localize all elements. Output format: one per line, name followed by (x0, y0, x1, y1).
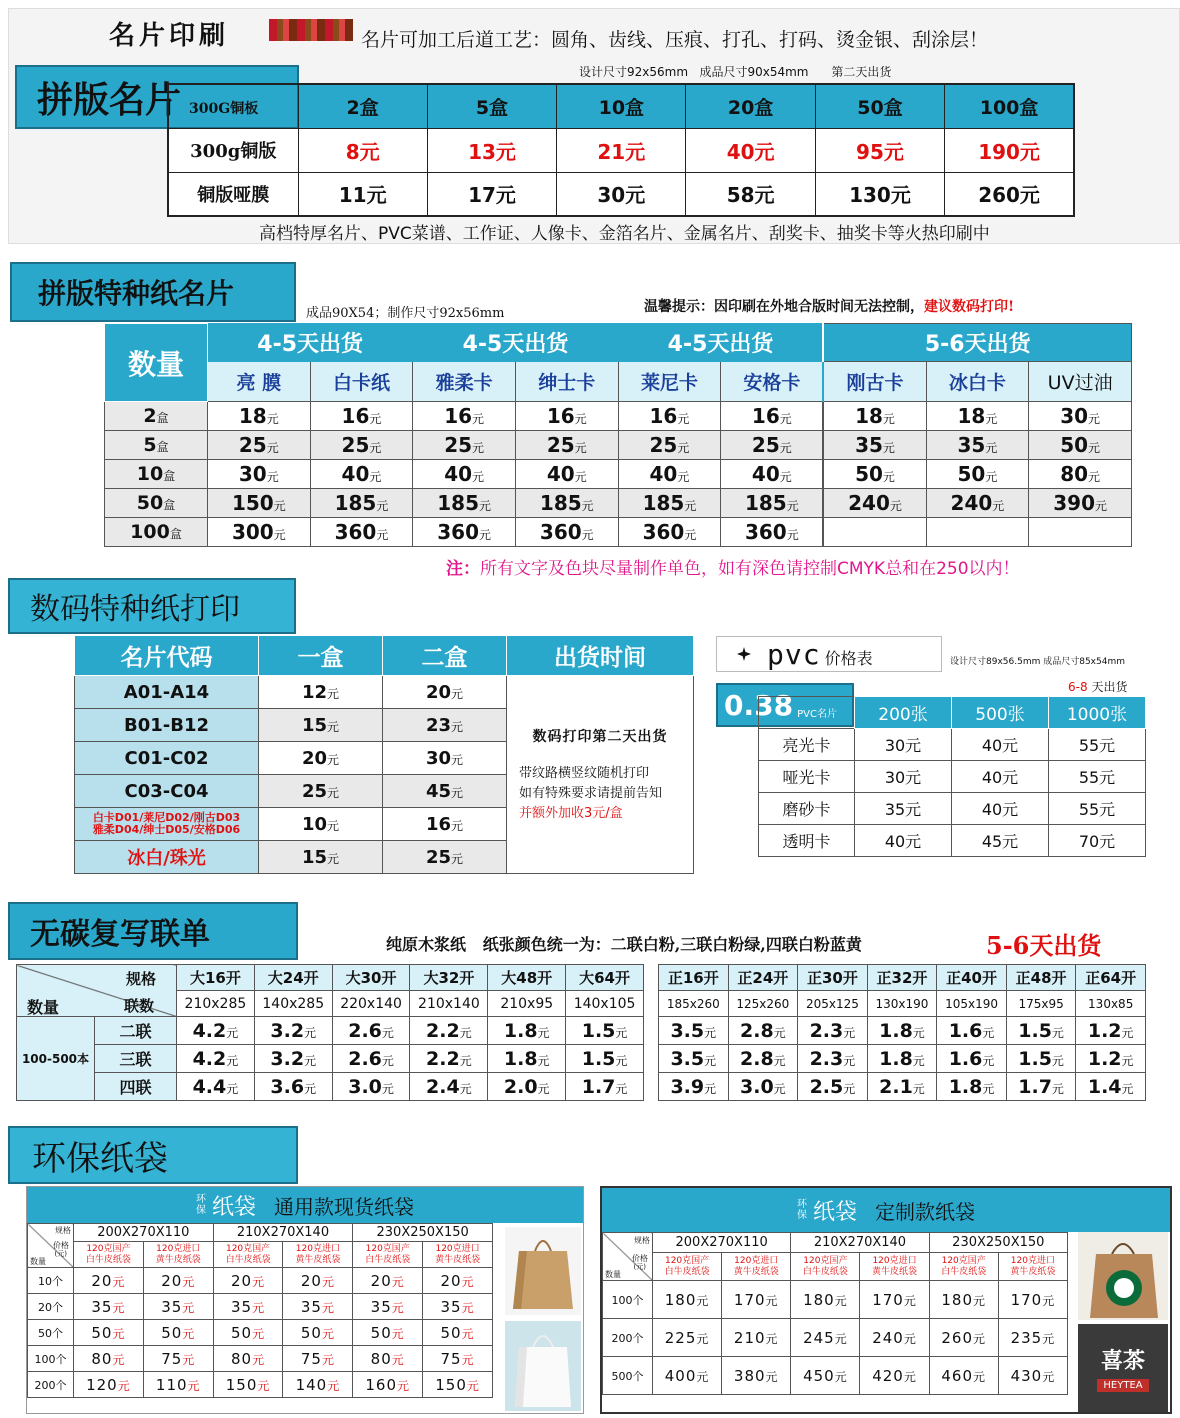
table-row (603, 1357, 1068, 1395)
paper-header: 亮 膜 (208, 362, 311, 402)
price-cell: 235元 (998, 1319, 1067, 1357)
col-header: 10盒 (557, 84, 686, 128)
eco-badge: 环 保 (796, 1199, 807, 1221)
table-row: 铜版哑膜 11元 17元 30元 58元 130元 260元 (168, 172, 1074, 216)
col-header: 20盒 (686, 84, 815, 128)
table-row (28, 1320, 493, 1346)
section-title: 拼版名片 (37, 79, 182, 121)
price-cell: 75元 (143, 1346, 213, 1372)
bag-type: 120克进口 黄牛皮纸袋 (860, 1253, 929, 1281)
table-row (75, 676, 694, 709)
code-cell: A01-A14 (75, 676, 259, 709)
price-cell (926, 518, 1029, 547)
special-paper-table (104, 323, 1132, 547)
ship-group: 4-5天出货 (208, 324, 413, 362)
price-cell: 1.5元 (1006, 1017, 1076, 1045)
range-cell: 100-500本 (17, 1017, 95, 1101)
price-cell: 1.2元 (1076, 1017, 1146, 1045)
price-cell: 2.6元 (332, 1017, 410, 1045)
paper-header: 安格卡 (721, 362, 824, 402)
eco-badge: 环 保 (195, 1194, 206, 1216)
price-cell: 25元 (515, 431, 618, 460)
price-cell: 16元 (515, 402, 618, 431)
code-cell: C01-C02 (75, 742, 259, 775)
price-cell: 1.5元 (566, 1017, 644, 1045)
promo-footer: 高档特厚名片、PVC菜谱、工作证、人像卡、金箔名片、金属名片、刮奖卡、抽奖卡等火热印刷中 (259, 224, 990, 244)
price-cell: 55元 (1049, 729, 1146, 761)
table-row (105, 431, 1132, 460)
price-cell: 40元 (952, 761, 1049, 793)
price-cell: 240元 (926, 489, 1029, 518)
section-title-banner (8, 578, 296, 634)
price-cell: 2.6元 (332, 1045, 410, 1073)
price-cell: 30元 (383, 742, 507, 775)
pvc-title-box: pvc 价格表 (716, 636, 942, 672)
price-cell: 170元 (722, 1281, 791, 1319)
bag-type: 120克进口 黄牛皮纸袋 (423, 1242, 493, 1268)
price-cell: 20元 (353, 1268, 423, 1294)
table-row (28, 1294, 493, 1320)
bag-type: 120克进口 黄牛皮纸袋 (998, 1253, 1067, 1281)
price-cell: 180元 (791, 1281, 860, 1319)
price-cell: 185元 (413, 489, 516, 518)
price-cell: 210元 (722, 1319, 791, 1357)
business-card-price-table (167, 83, 1075, 217)
brand-title: 名片印刷 (109, 21, 230, 51)
section-title: 数码特种纸打印 (30, 592, 240, 627)
price-cell: 460元 (929, 1357, 998, 1395)
table-row (105, 460, 1132, 489)
price-cell: 50元 (926, 460, 1029, 489)
table-row (105, 518, 1132, 547)
price-cell: 80元 (353, 1346, 423, 1372)
pvc-days: 6-8 天出货 (1068, 680, 1128, 694)
qty-cell: 20个 (28, 1294, 74, 1320)
price-cell: 20元 (383, 676, 507, 709)
price-cell: 80元 (1029, 460, 1132, 489)
lian-cell: 二联 (95, 1017, 177, 1045)
col-header: 一盒 (259, 636, 383, 676)
table-row (759, 825, 1146, 857)
table-row (759, 729, 1146, 761)
price-cell: 185元 (721, 489, 824, 518)
price-cell: 3.0元 (728, 1073, 798, 1101)
price-cell: 4.2元 (177, 1045, 255, 1073)
diagonal-header: 规格 价格 (元) 数量 (603, 1233, 653, 1281)
qty-cell: 100个 (603, 1281, 653, 1319)
price-cell: 2.0元 (488, 1073, 566, 1101)
table-row: 300g铜版 8元 13元 21元 40元 95元 190元 (168, 128, 1074, 172)
price-cell: 20元 (74, 1268, 144, 1294)
price-cell: 1.7元 (1006, 1073, 1076, 1101)
price-cell: 360元 (515, 518, 618, 547)
price-cell: 25元 (208, 431, 311, 460)
price-cell: 1.5元 (566, 1045, 644, 1073)
pvc-price-banner: 0.38 PVC名片 (716, 683, 854, 727)
price-cell: 1.4元 (1076, 1073, 1146, 1101)
col-header: 二盒 (383, 636, 507, 676)
price-cell: 150元 (208, 489, 311, 518)
price-cell: 25元 (259, 775, 383, 808)
price-cell: 35元 (213, 1294, 283, 1320)
price-cell: 35元 (926, 431, 1029, 460)
price-cell: 80元 (74, 1346, 144, 1372)
price-cell: 35元 (855, 793, 952, 825)
price-cell: 140元 (283, 1372, 353, 1398)
stock-bag-panel (26, 1186, 584, 1414)
table-row (759, 793, 1146, 825)
custom-bag-table: 规格 价格 (元) 数量 200X270X110 210X270X140 230X250X150 120克国产 白牛皮纸袋 120克进口 黄牛皮纸袋 120克国产 白牛皮纸袋 120克进口 黄牛皮纸袋 120克国产 白牛皮纸袋 120克进口 黄牛皮纸袋 100个 180元 170元 180元 170元 180元 170元 200个 225元 210元 245元 240元 260元 235元 500个 400元 380元 450元 420元 460元 430元 (602, 1232, 1068, 1395)
ship-info: 数码打印第二天出货 带纹路横竖纹随机打印 如有特殊要求请提前告知 并额外加收3元/盒 (507, 676, 694, 874)
pvc-type: 亮光卡 (759, 729, 855, 761)
price-cell: 4.2元 (177, 1017, 255, 1045)
price-cell: 1.8元 (867, 1045, 937, 1073)
price-cell: 1.6元 (937, 1045, 1007, 1073)
price-cell: 2.3元 (798, 1045, 868, 1073)
price-cell: 40元 (952, 793, 1049, 825)
pvc-price-table: 200张 500张 1000张 亮光卡 30元 40元 55元 哑光卡 30元 40元 55元 磨砂卡 35元 40元 55元 透明卡 40元 45元 70元 (758, 696, 1146, 857)
price-cell: 18元 (208, 402, 311, 431)
price-cell: 40元 (515, 460, 618, 489)
size-note: 成品90X54；制作尺寸92x56mm (306, 306, 505, 321)
price-cell: 40元 (618, 460, 721, 489)
price-cell: 2.4元 (410, 1073, 488, 1101)
price-cell: 25元 (618, 431, 721, 460)
price-cell: 240元 (860, 1319, 929, 1357)
section-title: 无碳复写联单 (30, 917, 210, 952)
price-cell: 25元 (413, 431, 516, 460)
ship-group: 4-5天出货 (618, 324, 823, 362)
price-cell: 225元 (653, 1319, 722, 1357)
price-cell: 20元 (213, 1268, 283, 1294)
price-cell: 50元 (74, 1320, 144, 1346)
table-row (17, 1017, 644, 1045)
price-cell: 360元 (721, 518, 824, 547)
table-row (105, 402, 1132, 431)
price-cell: 50元 (283, 1320, 353, 1346)
col-header: 名片代码 (75, 636, 259, 676)
table-row (28, 1268, 493, 1294)
section-title-banner (10, 262, 296, 322)
price-cell: 2.5元 (798, 1073, 868, 1101)
table-row (659, 1073, 1146, 1101)
table-row (105, 489, 1132, 518)
qty-cell: 200个 (603, 1319, 653, 1357)
qty-cell: 200个 (28, 1372, 74, 1398)
price-cell: 45元 (383, 775, 507, 808)
price-cell: 50元 (1029, 431, 1132, 460)
table-row (17, 1045, 644, 1073)
code-cell: 冰白/珠光 (75, 841, 259, 874)
price-cell: 1.8元 (488, 1045, 566, 1073)
price-cell: 450元 (791, 1357, 860, 1395)
ship-group: 4-5天出货 (413, 324, 618, 362)
lian-cell: 三联 (95, 1045, 177, 1073)
paper-header: 雅柔卡 (413, 362, 516, 402)
paper-note: 纯原木浆纸 纸张颜色统一为：二联白粉,三联白粉绿,四联白粉蓝黄 (386, 935, 862, 954)
pvc-size-note: 设计尺寸89x56.5mm 成品尺寸85x54mm (950, 657, 1125, 667)
price-cell: 16元 (721, 402, 824, 431)
warm-tip: 温馨提示：因印刷在外地合版时间无法控制，建议数码打印! (644, 299, 1015, 315)
price-cell: 50元 (143, 1320, 213, 1346)
price-cell: 50元 (213, 1320, 283, 1346)
price-cell: 120元 (74, 1372, 144, 1398)
price-cell: 150元 (423, 1372, 493, 1398)
price-cell: 3.0元 (332, 1073, 410, 1101)
digital-print-table (74, 635, 694, 874)
price-cell: 50元 (423, 1320, 493, 1346)
price-cell: 50元 (353, 1320, 423, 1346)
ship-group: 5-6天出货 (823, 324, 1131, 362)
bag-type: 120克进口 黄牛皮纸袋 (722, 1253, 791, 1281)
price-cell: 40元 (721, 460, 824, 489)
col-header: 出货时间 (507, 636, 694, 676)
price-cell: 1.8元 (867, 1017, 937, 1045)
table-row (28, 1372, 493, 1398)
price-cell: 30元 (855, 729, 952, 761)
bag-type: 120克进口 黄牛皮纸袋 (283, 1242, 353, 1268)
price-cell: 300元 (208, 518, 311, 547)
price-cell: 40元 (413, 460, 516, 489)
price-cell: 2.2元 (410, 1017, 488, 1045)
price-cell: 23元 (383, 709, 507, 742)
qty-cell: 50个 (28, 1320, 74, 1346)
price-cell: 360元 (310, 518, 413, 547)
price-cell: 40元 (310, 460, 413, 489)
price-cell: 25元 (721, 431, 824, 460)
price-cell: 1.5元 (1006, 1045, 1076, 1073)
price-cell: 2.8元 (728, 1045, 798, 1073)
price-cell: 3.6元 (254, 1073, 332, 1101)
carbonless-table-right: 正16开 正24开 正30开 正32开 正40开 正48开 正64开 185x260 125x260 205x125 130x190 105x190 175x95 130x85 3.5元 2.8元 2.3元 1.8元 1.6元 1.5元 1.2元 3.5元 2.8元 2.3元 1.8元 1.6元 1.5元 1.2元 3.9元 3.0元 2.5元 2.1元 1.8元 1.7元 1.4元 (658, 964, 1146, 1101)
qty-cell: 50盒 (105, 489, 208, 518)
col-header: 5盒 (427, 84, 556, 128)
price-cell: 55元 (1049, 793, 1146, 825)
price-cell: 360元 (413, 518, 516, 547)
size-note: 设计尺寸92x56mm 成品尺寸90x54mm 第二天出货 (579, 65, 892, 79)
heytea-bag-image: 喜茶 HEYTEA (1078, 1324, 1168, 1412)
lian-cell: 四联 (95, 1073, 177, 1101)
table-row (603, 1281, 1068, 1319)
qty-cell: 10盒 (105, 460, 208, 489)
price-cell: 35元 (74, 1294, 144, 1320)
price-cell: 12元 (259, 676, 383, 709)
price-cell: 55元 (1049, 761, 1146, 793)
price-cell: 4.4元 (177, 1073, 255, 1101)
paper-header: 冰白卡 (926, 362, 1029, 402)
price-cell: 70元 (1049, 825, 1146, 857)
price-cell: 35元 (423, 1294, 493, 1320)
code-cell: B01-B12 (75, 709, 259, 742)
price-cell: 3.2元 (254, 1017, 332, 1045)
price-cell: 20元 (143, 1268, 213, 1294)
bag-type: 120克国产 白牛皮纸袋 (791, 1253, 860, 1281)
price-cell: 110元 (143, 1372, 213, 1398)
bag-type: 120克国产 白牛皮纸袋 (353, 1242, 423, 1268)
price-cell: 10元 (259, 808, 383, 841)
price-cell: 45元 (952, 825, 1049, 857)
price-cell: 180元 (929, 1281, 998, 1319)
price-cell: 35元 (353, 1294, 423, 1320)
price-cell: 170元 (860, 1281, 929, 1319)
ship-days: 5-6天出货 (986, 931, 1102, 960)
col-header: 50盒 (815, 84, 944, 128)
col-header: 100盒 (945, 84, 1074, 128)
price-cell: 430元 (998, 1357, 1067, 1395)
section-title-banner (8, 1126, 298, 1184)
price-cell: 380元 (722, 1357, 791, 1395)
bag-type: 120克进口 黄牛皮纸袋 (143, 1242, 213, 1268)
price-cell: 25元 (383, 841, 507, 874)
col-header: 2盒 (298, 84, 427, 128)
code-cell: C03-C04 (75, 775, 259, 808)
brand-logo-mosaic (269, 19, 353, 41)
price-cell: 240元 (823, 489, 926, 518)
diagonal-header: 规格 价格 (元) 数量 (28, 1224, 74, 1268)
price-cell: 16元 (310, 402, 413, 431)
price-cell: 360元 (618, 518, 721, 547)
paper-header: UV过油 (1029, 362, 1132, 402)
section-title-banner (8, 902, 298, 960)
price-cell: 1.7元 (566, 1073, 644, 1101)
price-cell: 1.8元 (937, 1073, 1007, 1101)
qty-cell: 10个 (28, 1268, 74, 1294)
price-cell: 80元 (213, 1346, 283, 1372)
price-cell (1029, 518, 1132, 547)
paper-header: 莱尼卡 (618, 362, 721, 402)
paper-header: 绅士卡 (515, 362, 618, 402)
kraft-bag-image (505, 1227, 581, 1315)
price-cell: 35元 (143, 1294, 213, 1320)
qty-header: 数量 (105, 324, 208, 402)
price-cell: 75元 (423, 1346, 493, 1372)
price-cell: 160元 (353, 1372, 423, 1398)
pvc-type: 哑光卡 (759, 761, 855, 793)
price-cell: 2.8元 (728, 1017, 798, 1045)
price-cell: 180元 (653, 1281, 722, 1319)
price-cell: 2.2元 (410, 1045, 488, 1073)
white-bag-image (505, 1321, 581, 1411)
price-cell: 16元 (618, 402, 721, 431)
pvc-type: 磨砂卡 (759, 793, 855, 825)
bag-type: 120克国产 白牛皮纸袋 (213, 1242, 283, 1268)
qty-cell: 500个 (603, 1357, 653, 1395)
price-cell: 185元 (515, 489, 618, 518)
price-cell: 245元 (791, 1319, 860, 1357)
price-cell: 260元 (929, 1319, 998, 1357)
color-note: 注：所有文字及色块尽量制作单色，如有深色请控制CMYK总和在250以内！ (446, 559, 1020, 579)
price-cell: 420元 (860, 1357, 929, 1395)
price-cell: 3.5元 (659, 1017, 729, 1045)
paper-header: 白卡纸 (310, 362, 413, 402)
price-cell: 30元 (855, 761, 952, 793)
pvc-type: 透明卡 (759, 825, 855, 857)
panel-header: 环 保 纸袋 通用款现货纸袋 (27, 1187, 583, 1223)
price-cell (823, 518, 926, 547)
price-cell: 15元 (259, 841, 383, 874)
price-cell: 75元 (283, 1346, 353, 1372)
code-cell: 白卡D01/莱尼D02/刚古D03 雅柔D04/绅士D05/安格D06 (75, 808, 259, 841)
qty-cell: 100盒 (105, 518, 208, 547)
price-cell: 16元 (413, 402, 516, 431)
table-row (659, 1045, 1146, 1073)
table-row (603, 1319, 1068, 1357)
bullet-icon (737, 647, 751, 661)
table-row (17, 1073, 644, 1101)
kraft-bag-icon (505, 1227, 581, 1315)
price-cell: 2.1元 (867, 1073, 937, 1101)
qty-cell: 5盒 (105, 431, 208, 460)
price-cell: 1.8元 (488, 1017, 566, 1045)
stock-bag-table: 规格 价格 (元) 数量 200X270X110 210X270X140 230X250X150 120克国产 白牛皮纸袋 120克进口 黄牛皮纸袋 120克国产 白牛皮纸袋 120克进口 黄牛皮纸袋 120克国产 白牛皮纸袋 120克进口 黄牛皮纸袋 10个 20元 20元 20元 20元 20元 20元 20个 35元 35元 35元 35元 35元 35元 50个 50元 50元 50元 50元 50元 50元 100个 80元 75元 80元 75元 80元 75元 200个 120元 110元 150元 140元 160元 150元 (27, 1223, 493, 1398)
price-cell: 1.6元 (937, 1017, 1007, 1045)
coffee-bag-icon (1078, 1232, 1168, 1320)
qty-cell: 100个 (28, 1346, 74, 1372)
price-cell: 30元 (208, 460, 311, 489)
price-cell: 3.5元 (659, 1045, 729, 1073)
price-cell: 20元 (423, 1268, 493, 1294)
qty-cell: 2盒 (105, 402, 208, 431)
price-cell: 40元 (855, 825, 952, 857)
price-cell: 16元 (383, 808, 507, 841)
section-business-card (8, 8, 1180, 244)
section-title: 拼版特种纸名片 (38, 277, 235, 310)
table-row (759, 761, 1146, 793)
section-title: 环保纸袋 (32, 1138, 168, 1179)
price-cell: 150元 (213, 1372, 283, 1398)
price-cell: 185元 (618, 489, 721, 518)
bag-type: 120克国产 白牛皮纸袋 (74, 1242, 144, 1268)
price-cell: 390元 (1029, 489, 1132, 518)
price-cell: 400元 (653, 1357, 722, 1395)
starbucks-bag-image (1078, 1232, 1168, 1320)
carbonless-table-left: 规格 联数 数量 大16开 大24开 大30开 大32开 大48开 大64开 210x285 140x285 220x140 210x140 210x95 140x105 100-500本 二联 4.2元 3.2元 2.6元 2.2元 1.8元 1.5元 三联 4.2元 3.2元 2.6元 2.2元 1.8元 1.5元 四联 4.4元 3.6元 3.0元 2.4元 2.0元 1.7元 (16, 964, 644, 1101)
process-note: 名片可加工后道工艺：圆角、齿线、压痕、打孔、打码、烫金银、刮涂层！ (361, 29, 989, 51)
price-cell: 18元 (926, 402, 1029, 431)
price-cell: 35元 (283, 1294, 353, 1320)
price-cell: 3.9元 (659, 1073, 729, 1101)
paper-header: 刚古卡 (823, 362, 926, 402)
panel-header: 环 保 纸袋 定制款纸袋 (602, 1188, 1170, 1232)
section-subtitle: 300G铜板 (189, 101, 259, 117)
white-bag-icon (505, 1321, 581, 1411)
price-cell: 50元 (823, 460, 926, 489)
price-cell: 170元 (998, 1281, 1067, 1319)
price-cell: 1.2元 (1076, 1045, 1146, 1073)
price-cell: 40元 (952, 729, 1049, 761)
price-cell: 20元 (283, 1268, 353, 1294)
price-cell: 15元 (259, 709, 383, 742)
table-row (28, 1346, 493, 1372)
table-row (659, 1017, 1146, 1045)
price-cell: 20元 (259, 742, 383, 775)
price-cell: 185元 (310, 489, 413, 518)
custom-bag-panel (600, 1186, 1172, 1414)
price-cell: 2.3元 (798, 1017, 868, 1045)
price-cell: 3.2元 (254, 1045, 332, 1073)
price-cell: 18元 (823, 402, 926, 431)
price-cell: 30元 (1029, 402, 1132, 431)
bag-type: 120克国产 白牛皮纸袋 (653, 1253, 722, 1281)
diagonal-header: 规格 联数 数量 (17, 965, 177, 1017)
price-cell: 25元 (310, 431, 413, 460)
price-cell: 35元 (823, 431, 926, 460)
bag-type: 120克国产 白牛皮纸袋 (929, 1253, 998, 1281)
